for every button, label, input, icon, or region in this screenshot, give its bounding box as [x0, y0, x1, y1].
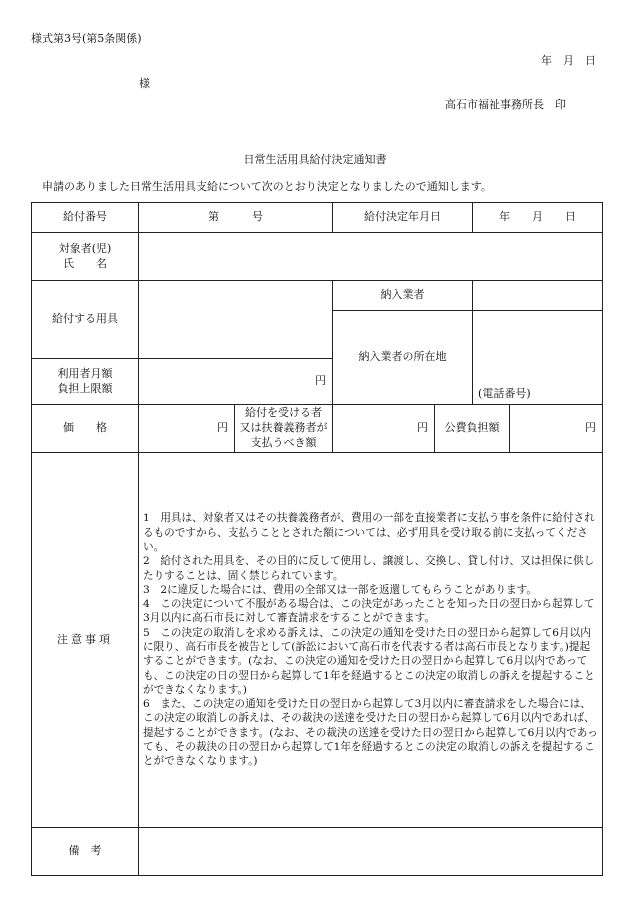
notes-label-cell	[32, 453, 139, 828]
row-equipment	[32, 281, 603, 311]
notes-label: 注意事項	[57, 632, 113, 646]
payer-amount-field[interactable]	[333, 405, 435, 453]
limit-label-line1: 利用者月額	[57, 366, 113, 380]
remarks-field[interactable]	[139, 828, 603, 876]
issuer-name: 高石市福祉事務所長 印	[445, 98, 566, 111]
note-item: 6 また、この決定の通知を受けた日の翌日から起算して3月以内に審査請求をした場合には、この決定の取消しの訴えは、その裁決の送達を受けた日の翌日から起算して6月以内であれば、提起することができます。(なお、その裁決の送達を受けた日の翌日から起算して6月以内であっても、その裁決の日の翌日から起算して1年を経過するとこの決定の取消しの訴えを提起することができなくなります。)	[143, 698, 598, 768]
decision-form-table	[31, 202, 603, 876]
price-yen: 円	[217, 421, 228, 435]
equipment-label-cell	[32, 281, 139, 359]
payer-label-cell	[235, 405, 333, 453]
row-price	[32, 405, 603, 453]
public-yen: 円	[585, 421, 597, 435]
decision-date-label: 給付決定年月日	[364, 210, 442, 224]
supplier-label: 納入業者	[380, 288, 425, 302]
form-number-label: 様式第3号(第5条関係)	[31, 32, 142, 45]
number-label: 給付番号	[63, 210, 107, 224]
row-notes	[32, 453, 603, 828]
note-item: 4 この決定について不服がある場合は、この決定があったことを知った日の翌日から起算して3月以内に高石市長に対して審査請求をすることができます。	[143, 598, 595, 625]
price-label-cell	[32, 405, 139, 453]
number-label-cell	[32, 203, 139, 233]
decision-date-label-cell	[333, 203, 473, 233]
public-amount-field[interactable]	[510, 405, 603, 453]
addressee-suffix: 様	[139, 77, 150, 90]
row-number	[32, 203, 603, 233]
row-remarks	[32, 828, 603, 876]
limit-yen: 円	[315, 374, 327, 388]
payer-label-line3: 支払うべき額	[250, 435, 317, 449]
notes-content	[139, 453, 603, 828]
row-subject	[32, 233, 603, 281]
subject-label-cell	[32, 233, 139, 281]
limit-label-line2: 負担上限額	[57, 381, 113, 395]
note-item: 3 2に違反した場合には、費用の全部又は一部を返還してもらうことがあります。	[143, 583, 538, 596]
payer-yen: 円	[417, 421, 429, 435]
subject-label-line2: 氏 名	[63, 256, 107, 270]
remarks-label-cell	[32, 828, 139, 876]
supplier-field[interactable]	[473, 281, 603, 311]
intro-text: 申請のありました日常生活用具支給について次のとおり決定となりましたので通知します。	[42, 180, 492, 193]
decision-date-value: 年 月 日	[499, 210, 577, 224]
number-value: 第 号	[208, 210, 264, 224]
public-label-cell	[435, 405, 510, 453]
limit-amount-field[interactable]	[139, 359, 333, 405]
subject-label-line1: 対象者(児)	[58, 241, 112, 255]
price-label: 価 格	[63, 421, 107, 435]
decision-date-value-cell	[473, 203, 603, 233]
note-item: 1 用具は、対象者又はその扶養義務者が、費用の一部を直接業者に支払う事を条件に給付されるものですから、支払うこととされた額については、必ず用具を受け取る前に支払ってください。	[143, 512, 595, 553]
document-title: 日常生活用具給付決定通知書	[243, 153, 387, 166]
number-value-cell	[139, 203, 333, 233]
public-label: 公費負担額	[444, 421, 500, 435]
equipment-field[interactable]	[139, 281, 333, 359]
supplier-label-cell	[333, 281, 473, 311]
note-item: 2 給付された用具を、その目的に反して使用し、譲渡し、交換し、貸し付け、又は担保に供したりすることは、固く禁じられています。	[143, 555, 595, 582]
phone-label: (電話番号)	[478, 387, 531, 401]
limit-label-cell	[32, 359, 139, 405]
supplier-address-label: 納入業者の所在地	[358, 350, 447, 364]
note-item: 5 この決定の取消しを求める訴えは、この決定の通知を受けた日の翌日から起算して6月以内に限り、高石市長を被告として(訴訟において高石市を代表する者は高石市長となります。)提起することができます。(なお、この決定の通知を受けた日の翌日から起算して6月以内であっても、この決定の日の翌日から起算して1年を経過するとこの決定の取消しの訴えを提起することができなくなります。)	[143, 626, 595, 696]
subject-name-field[interactable]	[139, 233, 603, 281]
payer-label-line2: 又は扶養義務者が	[239, 421, 328, 435]
date-line: 年 月 日	[541, 54, 596, 67]
payer-label-line1: 給付を受ける者	[245, 406, 323, 420]
remarks-label: 備 考	[68, 844, 102, 858]
price-field[interactable]	[139, 405, 235, 453]
supplier-address-field[interactable]	[473, 311, 603, 405]
supplier-address-label-cell	[333, 311, 473, 405]
equipment-label: 給付する用具	[52, 312, 118, 326]
